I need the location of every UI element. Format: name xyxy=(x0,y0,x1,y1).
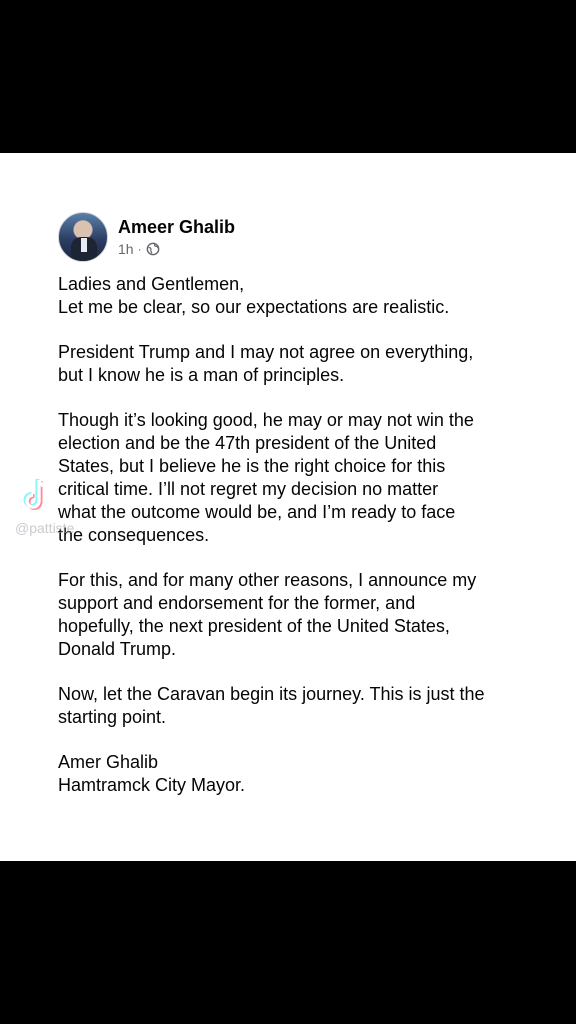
post-line: Amer Ghalib xyxy=(58,752,159,772)
watermark-handle: @pattiste xyxy=(15,520,75,536)
post-paragraph xyxy=(58,273,528,319)
author-name[interactable]: Ameer Ghalib xyxy=(118,217,236,237)
separator-dot: · xyxy=(137,242,142,256)
post-time[interactable]: 1h xyxy=(118,241,134,257)
post-card xyxy=(0,153,576,861)
avatar-shirt xyxy=(81,238,87,252)
post-line: starting point. xyxy=(58,707,167,727)
post-line: States, but I believe he is the right choice for this xyxy=(58,456,446,476)
post-line: Ladies and Gentlemen, xyxy=(58,274,245,294)
post-paragraph xyxy=(58,409,528,547)
post-body xyxy=(58,273,528,819)
post-line: Hamtramck City Mayor. xyxy=(58,775,246,795)
post-line: the consequences. xyxy=(58,525,210,545)
post-header xyxy=(58,212,235,262)
post-line: election and be the 47th president of the United xyxy=(58,433,437,453)
post-line: President Trump and I may not agree on everything, xyxy=(58,342,474,362)
post-paragraph xyxy=(58,751,528,797)
post-line: Donald Trump. xyxy=(58,639,177,659)
post-line: support and endorsement for the former, and xyxy=(58,593,416,613)
post-paragraph xyxy=(58,569,528,661)
post-line: critical time. I’ll not regret my decision no matter xyxy=(58,479,439,499)
post-meta xyxy=(118,216,235,258)
post-paragraph xyxy=(58,341,528,387)
post-line: what the outcome would be, and I’m ready to face xyxy=(58,502,456,522)
post-line: but I know he is a man of principles. xyxy=(58,365,345,385)
post-line: Now, let the Caravan begin its journey. This is just the xyxy=(58,684,485,704)
post-line: For this, and for many other reasons, I announce my xyxy=(58,570,477,590)
post-paragraph xyxy=(58,683,528,729)
post-line: hopefully, the next president of the United States, xyxy=(58,616,450,636)
globe-icon[interactable] xyxy=(146,242,160,256)
post-line: Let me be clear, so our expectations are realistic. xyxy=(58,297,450,317)
avatar[interactable] xyxy=(58,212,108,262)
post-subtitle xyxy=(118,240,235,258)
post-line: Though it’s looking good, he may or may not win the xyxy=(58,410,474,430)
